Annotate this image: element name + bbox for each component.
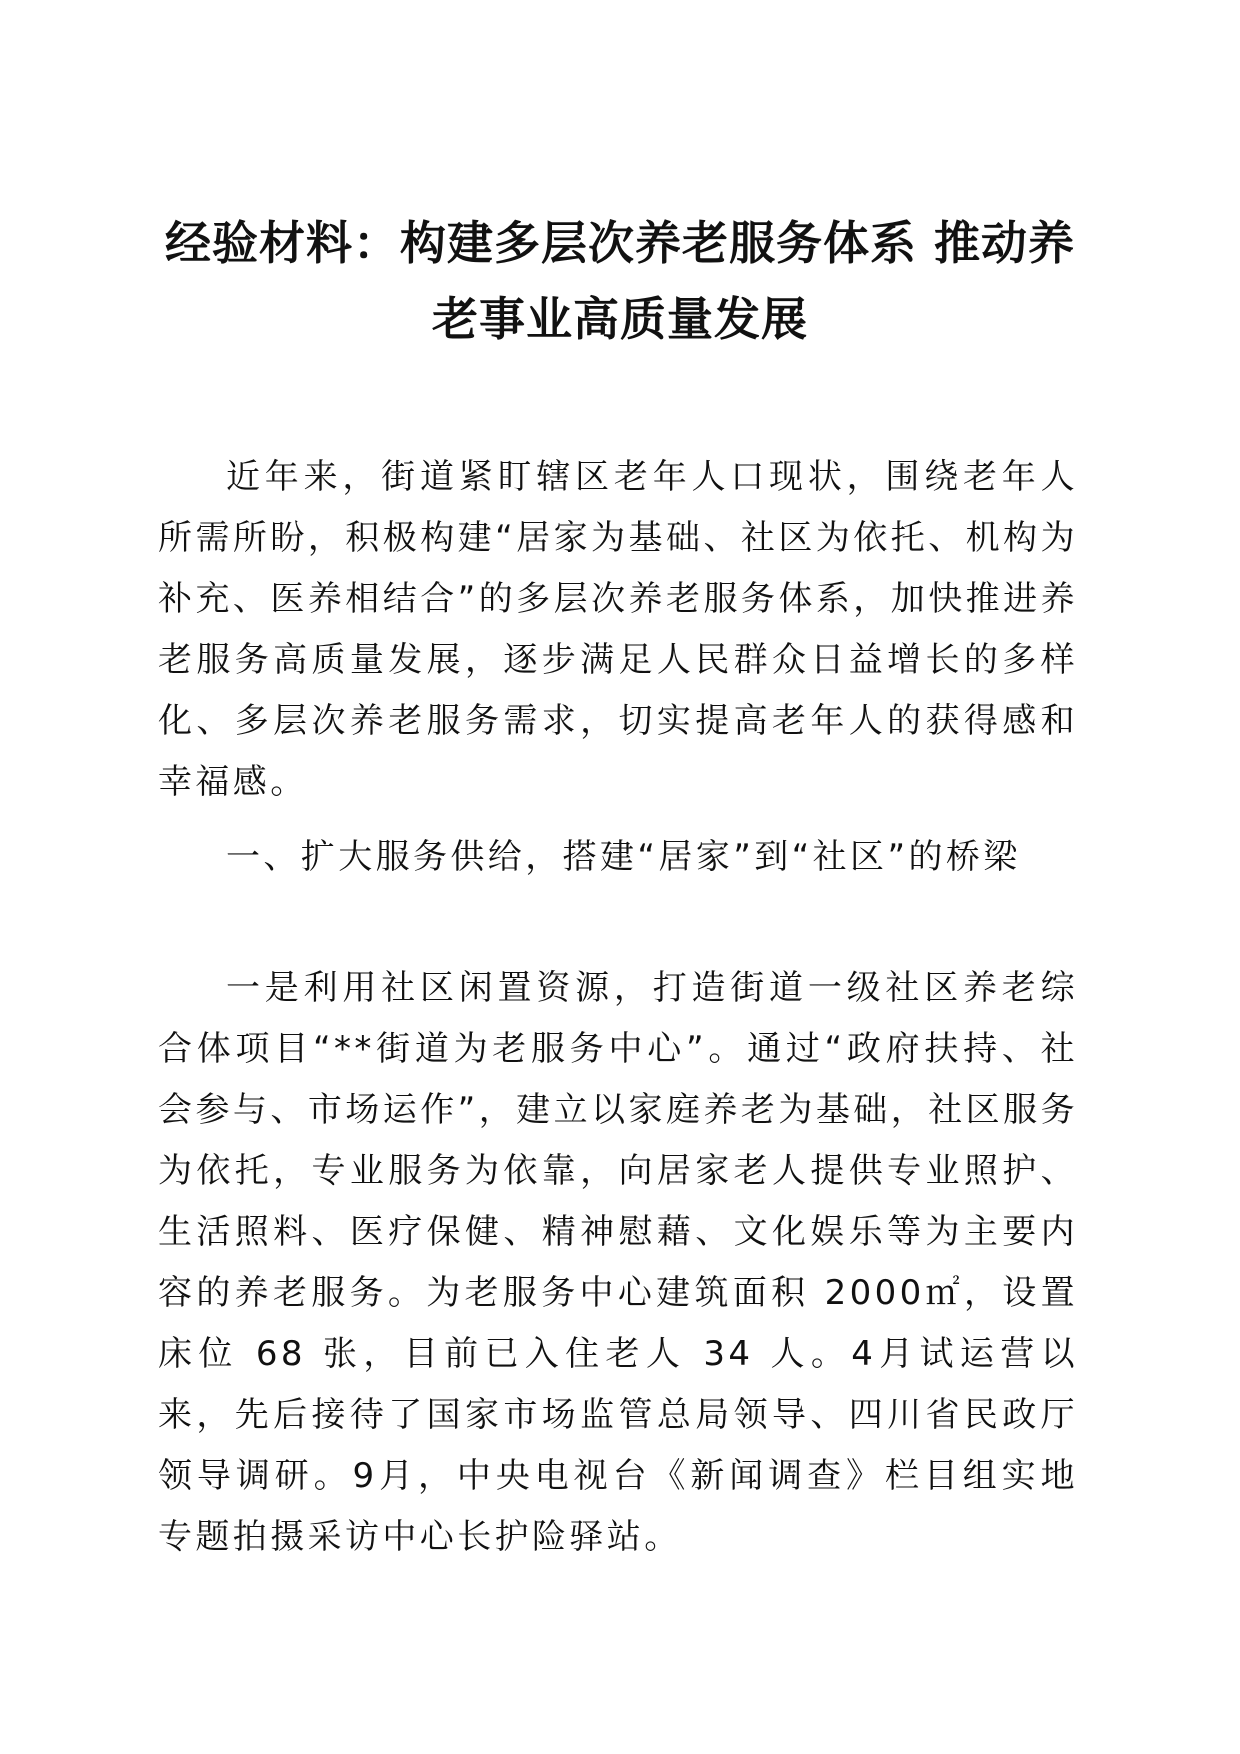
section-paragraph: 一是利用社区闲置资源，打造街道一级社区养老综合体项目“**街道为老服务中心”。通过“政府扶持、社会参与、市场运作”，建立以家庭养老为基础，社区服务为依托，专业服务为依靠，向居家老人提供专业照护、生活照料、医疗保健、精神慰藉、文化娱乐等为主要内容的养老服务。为老服务中心建筑面积 2000㎡，设置床位 68 张，目前已入住老人 34 人。4月试运营以来，先后接待了国家市场监管总局领导、四川省民政厅领导调研。9月，中央电视台《新闻调查》栏目组实地专题拍摄采访中心长护险驿站。 bbox=[158, 968, 1078, 1557]
document-title: 经验材料：构建多层次养老服务体系 推动养老事业高质量发展 bbox=[164, 216, 1075, 346]
intro-paragraph: 近年来，街道紧盯辖区老年人口现状，围绕老年人所需所盼，积极构建“居家为基础、社区为依托、机构为补充、医养相结合”的多层次养老服务体系，加快推进养老服务高质量发展，逐步满足人民群众日益增长的多样化、多层次养老服务需求，切实提高老年人的获得感和幸福感。 bbox=[158, 457, 1078, 802]
section-heading: 一、扩大服务供给，搭建“居家”到“社区”的桥梁 bbox=[226, 837, 1021, 877]
